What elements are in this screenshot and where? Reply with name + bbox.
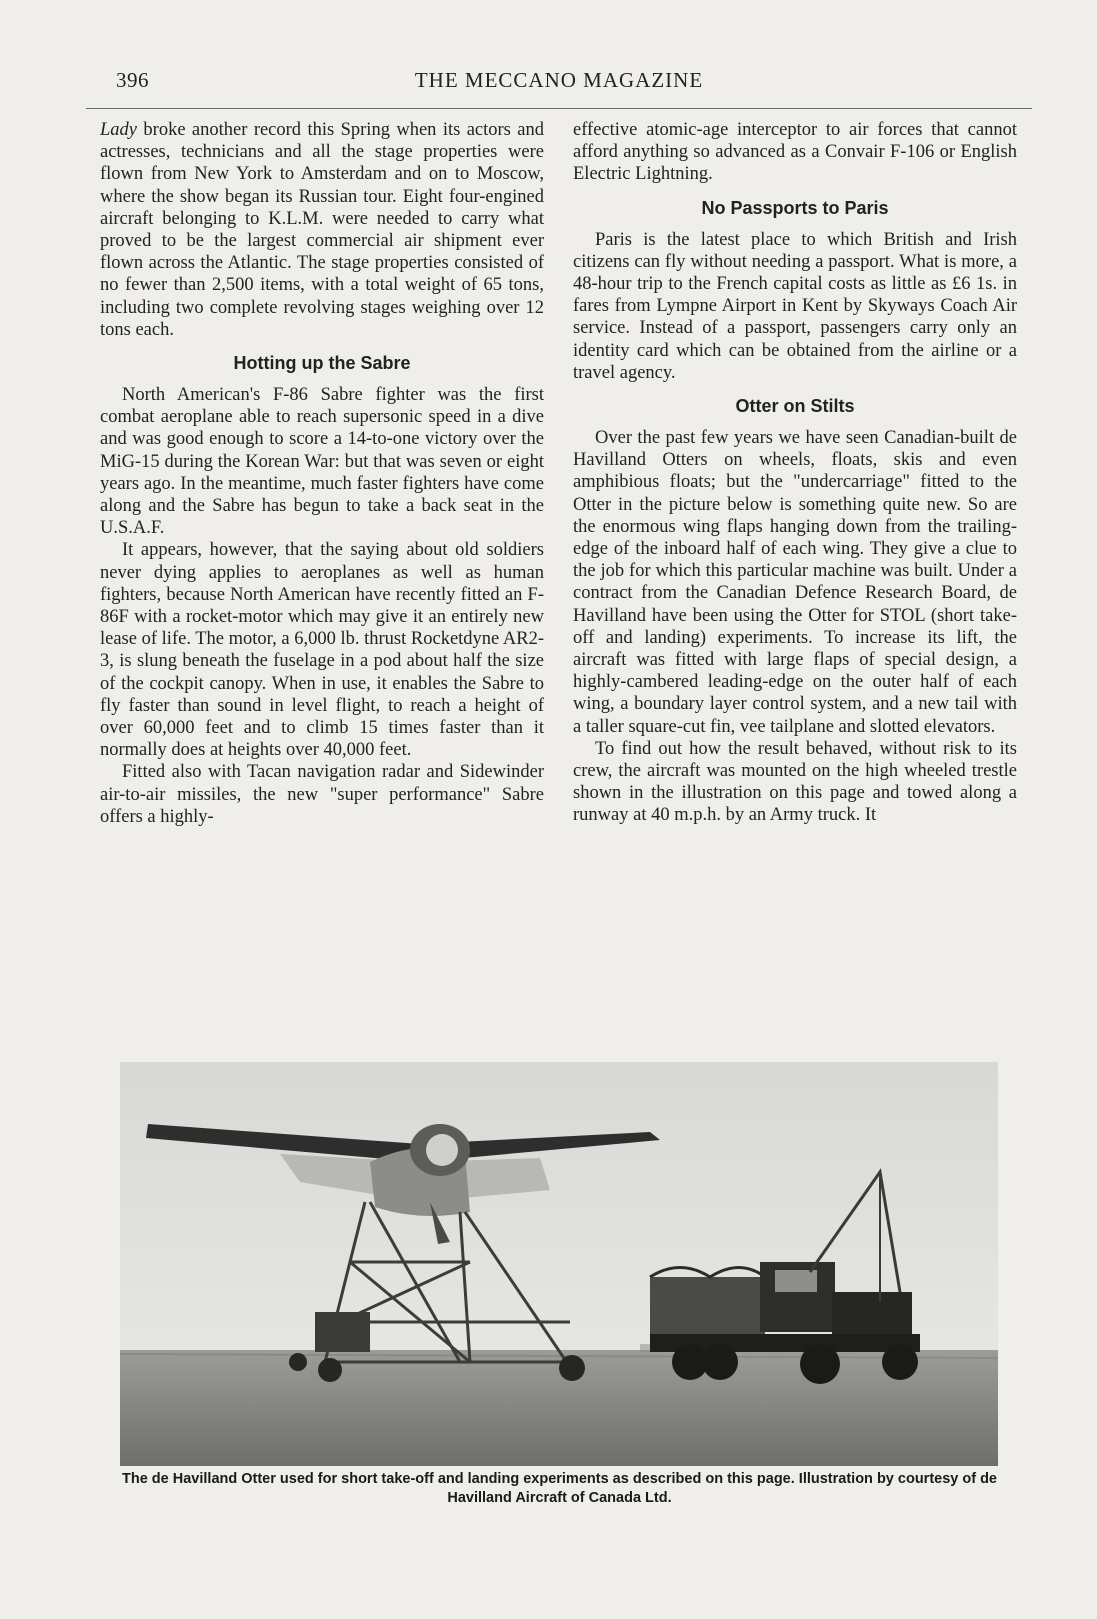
otter-paragraph-1: Over the past few years we have seen Canadian-built de Havilland Otters on wheels, floats, skis and even amphibious floats; but the "undercarriage" fitted to the Otter in the picture below is something quite new. So are the enormous wing flaps hanging down from the trailing-edge of the inboard half of each wing. They give a clue to the job for which this particular machine was built. Under a contract from the Canadian Defence Research Board, de Havilland have been using the Otter for STOL (short take-off and landing) experiments. To increase its lift, the aircraft was fitted with large flaps of special design, a highly-cambered leading-edge on the outer half of each wing, a boundary layer control system, and a new tail with a taller square-cut fin, vee tailplane and slotted elevators. <box>573 428 1017 737</box>
sabre-paragraph-1: North American's F-86 Sabre fighter was the first combat aeroplane able to reach supersonic speed in a dive and was good enough to score a 14-to-one victory over the MiG-15 during the Korean War: but that was seven or eight years ago. In the meantime, much faster fighters have come along and the Sabre has begun to take a back seat in the U.S.A.F. <box>100 385 544 539</box>
otter-paragraph-2: To find out how the result behaved, without risk to its crew, the aircraft was mounted on the high wheeled trestle shown in the illustration on this page and towed along a runway at 40 m.p.h. by an Army truck. It <box>573 738 1017 826</box>
right-column <box>573 119 1017 827</box>
figure-caption: The de Havilland Otter used for short take-off and landing experiments as described on this page. Illustration by courtesy of de Havilland Aircraft of Canada Ltd. <box>122 1471 997 1506</box>
magazine-title: THE MECCANO MAGAZINE <box>414 68 704 92</box>
otter-photograph <box>120 1062 998 1466</box>
heading-hotting-up-sabre: Hotting up the Sabre <box>233 353 411 374</box>
sabre-paragraph-3: Fitted also with Tacan navigation radar and Sidewinder air-to-air missiles, the new "super performance" Sabre offers a highly- <box>100 762 544 827</box>
runway-ground <box>120 1350 998 1466</box>
left-column <box>100 119 544 828</box>
sabre-continuation: effective atomic-age interceptor to air forces that cannot afford anything so advanced as a Convair F-106 or English Electric Lightning. <box>573 120 1017 185</box>
paris-paragraph: Paris is the latest place to which British and Irish citizens can fly without needing a passport. What is more, a 48-hour trip to the French capital costs as little as £6 1s. in fares from Lympne Airport in Kent by Skyways Coach Air service. Instead of a passport, passengers carry only an identity card which can be obtained from the airline or a travel agency. <box>573 229 1017 383</box>
sabre-paragraph-2: It appears, however, that the saying about old soldiers never dying applies to aeroplanes as well as human fighters, because North American have recently fitted an F-86F with a rocket-motor which may give it an entirely new lease of life. The motor, a 6,000 lb. thrust Rocketdyne AR2-3, is slung beneath the fuselage in a pod about half the size of the cockpit canopy. When in use, it enables the Sabre to fly faster than sound in level flight, to reach a height of over 60,000 feet and to climb 15 times faster than it normally does at heights over 40,000 feet. <box>100 540 544 761</box>
intro-lead-word: Lady <box>100 120 137 140</box>
page-header <box>86 68 1032 109</box>
intro-text: broke another record this Spring when its actors and actresses, technicians and all the stage properties were flown from New York to Amsterdam and on to Moscow, where the show began its Russian tour. Eight four-engined aircraft belonging to K.L.M. were needed to carry what proved to be the largest commercial air shipment ever flown across the Atlantic. The stage properties consisted of no fewer than 2,500 items, with a total weight of 65 tons, including two complete revolving stages weighing over 12 tons each. <box>100 120 544 340</box>
page-number: 396 <box>116 68 149 92</box>
otter-trestle-illustration <box>120 1062 998 1466</box>
heading-no-passports-paris: No Passports to Paris <box>701 197 889 218</box>
heading-otter-on-stilts: Otter on Stilts <box>735 396 855 417</box>
intro-paragraph <box>100 119 544 341</box>
